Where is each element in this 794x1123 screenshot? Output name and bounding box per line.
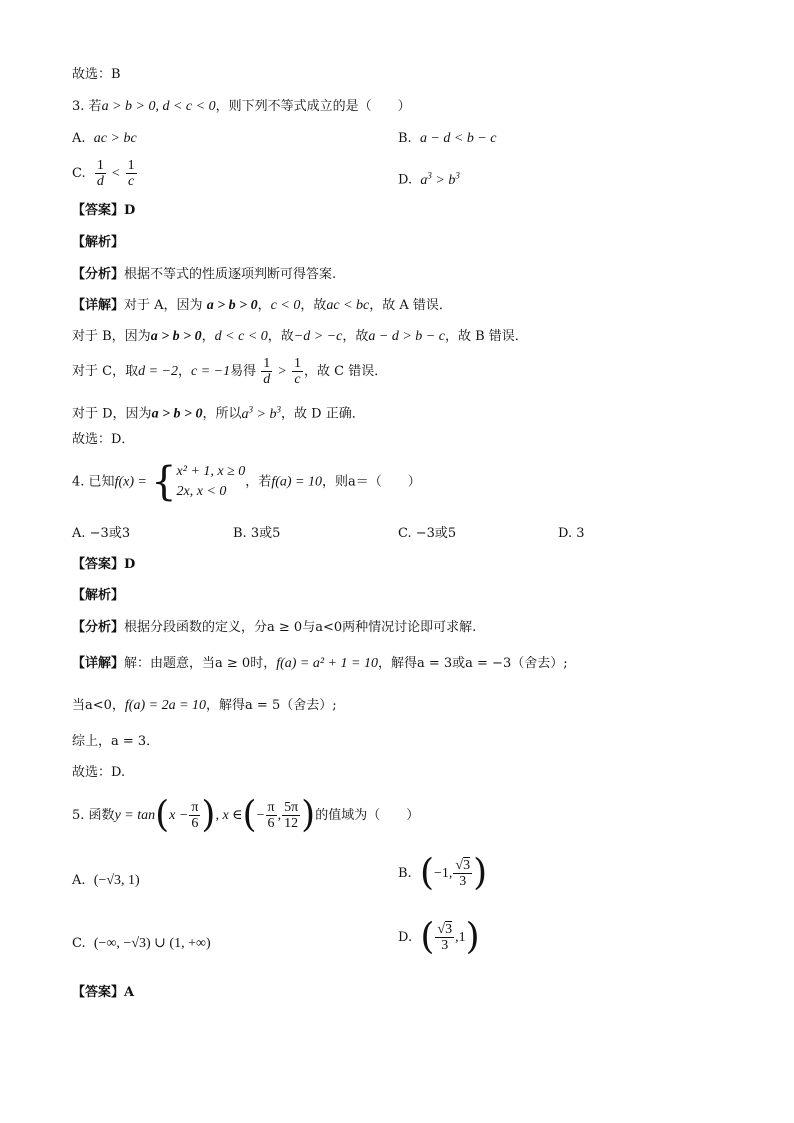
q5-option-b: B. (−1, $\frac{√3}{3}$ ) (398, 852, 488, 894)
q3-option-d-text: $a^3 > b^3$ (420, 170, 460, 188)
q3-detail-a: 【详解】对于 A，因为 a > b > 0，c < 0，故ac < bc，故 A 错误． (72, 298, 452, 313)
q3-fenxi-text: 根据不等式的性质逐项判断可得答案. (124, 267, 337, 282)
q3-option-a-label: A. (72, 131, 86, 146)
q3-fenxi-tag: 【分析】 (72, 267, 125, 282)
q3-option-c (72, 158, 138, 189)
q3-detail-c-frac-c: $\frac{1}{c}$ (294, 356, 302, 387)
q3-detail-b: 对于 B，因为a > b > 0，d < c < 0，故−d > −c，故a − d > b − c，故 B 错误． (72, 329, 528, 344)
q4-detail-1: 【详解】解：由题意，当a ≥ 0时，f(a) = a² + 1 = 10，解得a = 3或a = −3（舍去）; (72, 656, 568, 671)
q3-stem (72, 98, 411, 116)
q3-option-d (398, 166, 460, 190)
q3-fenxi (72, 266, 336, 284)
q5-answer: 【答案】A (72, 985, 135, 1000)
q5-option-a-text: (−√3, 1) (93, 873, 140, 888)
q3-answer-tag: 【答案】 (72, 203, 125, 218)
q4-number: 4. (72, 474, 85, 490)
q4-option-b: B. 3或5 (233, 526, 281, 541)
q4-option-a: A. −3或3 (72, 526, 131, 541)
q5-option-c-text: (−∞, −√3) ∪ (1, +∞) (93, 936, 211, 951)
q4-analysis-tag: 【解析】 (72, 588, 125, 603)
q3-option-b-label: B. (398, 131, 412, 146)
q3-option-c-op: < (111, 166, 121, 181)
q3-option-a-text: ac > bc (93, 131, 137, 146)
q3-stem-post: ，则下列不等式成立的是（ ） (215, 99, 411, 114)
q4-summary: 综上，a = 3． (72, 734, 160, 749)
prev-answer: 故选：B (72, 67, 121, 82)
q5-option-a: A. (−√3, 1) (72, 873, 140, 888)
q3-option-a (72, 130, 137, 148)
q3-detail-c-frac-d: $\frac{1}{d}$ (263, 356, 271, 387)
q3-detail-c: 对于 C，取d = −2，c = −1易得 $\frac{1}{d}$ > $\frac{1}{c}$ ，故 C 错误． (72, 356, 388, 387)
q3-analysis-tag: 【解析】 (72, 235, 125, 250)
q4-piecewise: x² + 1, x ≥ 0 2x, x < 0 (176, 464, 246, 499)
q3-stem-pre: 若 (88, 99, 102, 114)
q5-number: 5. (72, 808, 85, 823)
q3-answer-value: D (124, 203, 136, 218)
q4-conclusion: 故选：D. (72, 765, 126, 780)
q5-option-d: D. ( $\frac{√3}{3}$ ,1) (398, 916, 480, 958)
q3-detail-d: 对于 D，因为a > b > 0，所以$a^3 > b^3$，故 D 正确． (72, 404, 365, 422)
q4-stem: 4. 已知f(x) = { x² + 1, x ≥ 0 2x, x < 0 ，若f(a) = 10，则a＝（ ） (72, 459, 421, 505)
q5-function: y = tan (114, 808, 156, 823)
q4-fenxi: 【分析】根据分段函数的定义，分a ≥ 0与a<0两种情况讨论即可求解. (72, 620, 477, 635)
q4-function-name: f(x) = (114, 474, 147, 490)
q3-answer (72, 202, 135, 220)
q5-option-c: C. (−∞, −√3) ∪ (1, +∞) (72, 936, 211, 951)
q4-option-d: D. 3 (558, 526, 585, 541)
q3-option-b (398, 130, 497, 148)
q3-option-b-text: a − d < b − c (419, 131, 497, 146)
q3-option-d-label: D. (398, 172, 413, 188)
q4-option-c: C. −3或5 (398, 526, 457, 541)
q3-condition: a > b > 0, d < c < 0 (101, 99, 216, 114)
q3-conclusion: 故选：D． (72, 432, 135, 447)
q3-number: 3. (72, 99, 85, 114)
q4-detail-2: 当a<0，f(a) = 2a = 10，解得a = 5（舍去）; (72, 698, 337, 713)
q3-xiangjie-tag: 【详解】 (72, 298, 125, 313)
q5-stem: 5. 函数y = tan(x − $\frac{\pi}{6}$ ), x ∈(− $\frac{\pi}{6}$ , $\frac{5\pi}{12}$ )的值域为（ ） (72, 794, 420, 836)
q3-option-c-frac-right: $\frac{1}{c}$ (127, 158, 135, 189)
q3-option-c-frac-left: $\frac{1}{d}$ (96, 158, 104, 189)
q3-option-c-label: C. (72, 166, 86, 181)
q4-answer: 【答案】D (72, 557, 136, 572)
